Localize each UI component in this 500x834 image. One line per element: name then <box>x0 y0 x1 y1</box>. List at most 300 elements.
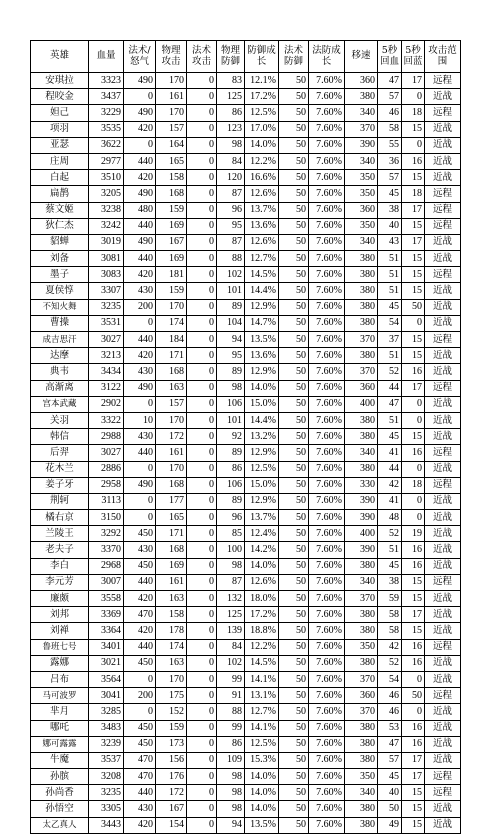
cell-magic-attack: 0 <box>187 202 217 218</box>
cell-attack-range: 近战 <box>425 412 461 428</box>
cell-magic-attack: 0 <box>187 218 217 234</box>
cell-hp-regen: 57 <box>378 752 402 768</box>
table-row <box>31 380 461 396</box>
cell-move-speed: 390 <box>345 493 378 509</box>
cell-phys-defense: 95 <box>217 348 245 364</box>
cell-mana-regen: 0 <box>402 671 425 687</box>
cell-attack-range: 近战 <box>425 623 461 639</box>
cell-phys-attack: 158 <box>156 607 187 623</box>
cell-hero-name: 芈月 <box>31 704 89 720</box>
table-row <box>31 396 461 412</box>
cell-hero-name: 马可波罗 <box>31 688 89 704</box>
col-header-hp: 血量 <box>89 41 124 73</box>
cell-hero-name: 安琪拉 <box>31 73 89 89</box>
cell-phys-defense: 87 <box>217 574 245 590</box>
cell-move-speed: 360 <box>345 688 378 704</box>
cell-mana-regen: 15 <box>402 170 425 186</box>
cell-defense-growth: 13.7% <box>245 202 279 218</box>
cell-attack-range: 近战 <box>425 429 461 445</box>
table-row <box>31 170 461 186</box>
cell-defense-growth: 14.1% <box>245 720 279 736</box>
table-row <box>31 315 461 331</box>
cell-mana-rage: 450 <box>124 526 156 542</box>
cell-attack-range: 近战 <box>425 170 461 186</box>
cell-attack-range: 近战 <box>425 591 461 607</box>
table-row <box>31 218 461 234</box>
col-header-move-speed: 移速 <box>345 41 378 73</box>
cell-hp: 2977 <box>89 153 124 169</box>
cell-phys-attack: 159 <box>156 720 187 736</box>
table-row <box>31 251 461 267</box>
cell-mana-rage: 440 <box>124 332 156 348</box>
cell-mdef-growth: 7.60% <box>309 445 345 461</box>
cell-hp-regen: 46 <box>378 704 402 720</box>
cell-mdef-growth: 7.60% <box>309 429 345 445</box>
cell-hero-name: 刘禅 <box>31 623 89 639</box>
cell-mana-regen: 0 <box>402 89 425 105</box>
cell-hero-name: 亚瑟 <box>31 137 89 153</box>
cell-mdef-growth: 7.60% <box>309 801 345 817</box>
cell-mana-regen: 16 <box>402 542 425 558</box>
cell-mana-rage: 0 <box>124 510 156 526</box>
cell-magic-attack: 0 <box>187 526 217 542</box>
cell-hero-name: 扁鹊 <box>31 186 89 202</box>
cell-hero-name: 宫本武藏 <box>31 396 89 412</box>
header-row <box>31 41 461 73</box>
cell-phys-defense: 86 <box>217 736 245 752</box>
cell-hero-name: 荆轲 <box>31 493 89 509</box>
cell-mana-rage: 430 <box>124 283 156 299</box>
cell-phys-attack: 184 <box>156 332 187 348</box>
cell-mana-rage: 470 <box>124 607 156 623</box>
table-row <box>31 234 461 250</box>
cell-magic-defense: 50 <box>279 332 309 348</box>
cell-phys-attack: 181 <box>156 267 187 283</box>
cell-defense-growth: 14.0% <box>245 380 279 396</box>
cell-hero-name: 刘备 <box>31 251 89 267</box>
cell-defense-growth: 12.2% <box>245 639 279 655</box>
cell-phys-attack: 159 <box>156 202 187 218</box>
col-header-phys-defense: 物理防御 <box>217 41 245 73</box>
cell-hp-regen: 45 <box>378 186 402 202</box>
cell-phys-attack: 163 <box>156 380 187 396</box>
cell-mdef-growth: 7.60% <box>309 170 345 186</box>
cell-defense-growth: 18.0% <box>245 591 279 607</box>
cell-magic-attack: 0 <box>187 574 217 590</box>
cell-mdef-growth: 7.60% <box>309 73 345 89</box>
cell-mana-rage: 420 <box>124 170 156 186</box>
table-row <box>31 623 461 639</box>
cell-mana-rage: 0 <box>124 137 156 153</box>
cell-hp-regen: 55 <box>378 137 402 153</box>
cell-phys-defense: 96 <box>217 510 245 526</box>
cell-defense-growth: 12.6% <box>245 574 279 590</box>
cell-attack-range: 近战 <box>425 607 461 623</box>
cell-attack-range: 远程 <box>425 574 461 590</box>
cell-mana-rage: 420 <box>124 348 156 364</box>
cell-defense-growth: 15.0% <box>245 477 279 493</box>
cell-hp: 3292 <box>89 526 124 542</box>
cell-phys-attack: 168 <box>156 186 187 202</box>
cell-phys-defense: 92 <box>217 429 245 445</box>
cell-phys-defense: 120 <box>217 170 245 186</box>
cell-move-speed: 350 <box>345 218 378 234</box>
cell-mana-rage: 440 <box>124 445 156 461</box>
table-row <box>31 688 461 704</box>
cell-mdef-growth: 7.60% <box>309 671 345 687</box>
cell-magic-attack: 0 <box>187 752 217 768</box>
cell-phys-attack: 170 <box>156 299 187 315</box>
cell-phys-attack: 171 <box>156 526 187 542</box>
cell-mana-regen: 16 <box>402 445 425 461</box>
cell-phys-defense: 99 <box>217 671 245 687</box>
cell-hero-name: 程咬金 <box>31 89 89 105</box>
cell-mana-regen: 0 <box>402 510 425 526</box>
cell-phys-defense: 89 <box>217 299 245 315</box>
cell-mdef-growth: 7.60% <box>309 558 345 574</box>
cell-hp-regen: 37 <box>378 332 402 348</box>
cell-hp-regen: 52 <box>378 526 402 542</box>
cell-mdef-growth: 7.60% <box>309 267 345 283</box>
cell-mana-rage: 490 <box>124 105 156 121</box>
cell-phys-attack: 169 <box>156 251 187 267</box>
cell-move-speed: 380 <box>345 607 378 623</box>
cell-magic-attack: 0 <box>187 736 217 752</box>
cell-move-speed: 370 <box>345 671 378 687</box>
cell-defense-growth: 15.0% <box>245 396 279 412</box>
cell-mdef-growth: 7.60% <box>309 526 345 542</box>
cell-move-speed: 350 <box>345 769 378 785</box>
cell-magic-defense: 50 <box>279 445 309 461</box>
cell-hp: 3364 <box>89 623 124 639</box>
cell-magic-defense: 50 <box>279 461 309 477</box>
cell-mana-rage: 430 <box>124 542 156 558</box>
cell-magic-defense: 50 <box>279 558 309 574</box>
cell-magic-attack: 0 <box>187 89 217 105</box>
table-row <box>31 607 461 623</box>
cell-hp: 3238 <box>89 202 124 218</box>
cell-magic-defense: 50 <box>279 655 309 671</box>
cell-magic-defense: 50 <box>279 299 309 315</box>
cell-phys-attack: 172 <box>156 785 187 801</box>
cell-hp: 3285 <box>89 704 124 720</box>
cell-hero-name: 蔡文姬 <box>31 202 89 218</box>
cell-attack-range: 近战 <box>425 558 461 574</box>
cell-phys-defense: 98 <box>217 380 245 396</box>
cell-phys-attack: 157 <box>156 121 187 137</box>
cell-hp: 2988 <box>89 429 124 445</box>
table-row <box>31 736 461 752</box>
table-row <box>31 510 461 526</box>
cell-mdef-growth: 7.60% <box>309 785 345 801</box>
table-row <box>31 105 461 121</box>
cell-hp-regen: 42 <box>378 477 402 493</box>
cell-defense-growth: 14.5% <box>245 655 279 671</box>
cell-magic-defense: 50 <box>279 785 309 801</box>
cell-move-speed: 380 <box>345 752 378 768</box>
cell-move-speed: 400 <box>345 526 378 542</box>
cell-magic-defense: 50 <box>279 477 309 493</box>
cell-phys-attack: 172 <box>156 429 187 445</box>
cell-attack-range: 远程 <box>425 73 461 89</box>
cell-hp-regen: 36 <box>378 153 402 169</box>
cell-mana-regen: 0 <box>402 396 425 412</box>
cell-move-speed: 400 <box>345 396 378 412</box>
cell-attack-range: 近战 <box>425 671 461 687</box>
cell-hp-regen: 45 <box>378 558 402 574</box>
cell-defense-growth: 13.5% <box>245 332 279 348</box>
cell-phys-defense: 85 <box>217 526 245 542</box>
cell-hp-regen: 45 <box>378 769 402 785</box>
cell-hp: 3113 <box>89 493 124 509</box>
cell-hp-regen: 51 <box>378 251 402 267</box>
cell-phys-attack: 165 <box>156 510 187 526</box>
cell-phys-defense: 106 <box>217 477 245 493</box>
cell-move-speed: 350 <box>345 170 378 186</box>
table-row <box>31 121 461 137</box>
cell-defense-growth: 12.9% <box>245 299 279 315</box>
cell-hp-regen: 54 <box>378 315 402 331</box>
cell-magic-attack: 0 <box>187 186 217 202</box>
cell-attack-range: 近战 <box>425 526 461 542</box>
cell-phys-defense: 98 <box>217 785 245 801</box>
cell-defense-growth: 14.2% <box>245 542 279 558</box>
cell-mana-rage: 0 <box>124 671 156 687</box>
cell-phys-attack: 161 <box>156 89 187 105</box>
cell-phys-defense: 88 <box>217 251 245 267</box>
cell-magic-attack: 0 <box>187 234 217 250</box>
cell-hp-regen: 58 <box>378 607 402 623</box>
cell-hp: 3443 <box>89 817 124 833</box>
cell-hero-name: 成吉思汗 <box>31 332 89 348</box>
cell-phys-attack: 164 <box>156 137 187 153</box>
cell-magic-attack: 0 <box>187 493 217 509</box>
cell-hp: 3558 <box>89 591 124 607</box>
cell-hero-name: 吕布 <box>31 671 89 687</box>
cell-hp-regen: 58 <box>378 121 402 137</box>
cell-magic-defense: 50 <box>279 542 309 558</box>
cell-hp-regen: 38 <box>378 202 402 218</box>
cell-phys-attack: 157 <box>156 396 187 412</box>
cell-phys-attack: 170 <box>156 671 187 687</box>
cell-mana-rage: 0 <box>124 315 156 331</box>
col-header-mdef-growth: 法防成长 <box>309 41 345 73</box>
cell-defense-growth: 14.0% <box>245 785 279 801</box>
cell-mana-regen: 15 <box>402 267 425 283</box>
cell-mdef-growth: 7.60% <box>309 137 345 153</box>
cell-hp-regen: 40 <box>378 218 402 234</box>
cell-magic-defense: 50 <box>279 137 309 153</box>
cell-phys-attack: 163 <box>156 591 187 607</box>
cell-defense-growth: 13.2% <box>245 429 279 445</box>
table-row <box>31 364 461 380</box>
cell-attack-range: 近战 <box>425 493 461 509</box>
cell-mana-rage: 450 <box>124 720 156 736</box>
cell-defense-growth: 12.5% <box>245 461 279 477</box>
cell-mana-regen: 16 <box>402 153 425 169</box>
cell-phys-defense: 106 <box>217 396 245 412</box>
cell-magic-attack: 0 <box>187 461 217 477</box>
cell-phys-attack: 178 <box>156 623 187 639</box>
cell-move-speed: 340 <box>345 153 378 169</box>
table-row <box>31 137 461 153</box>
cell-move-speed: 380 <box>345 801 378 817</box>
table-row <box>31 817 461 833</box>
col-header-defense-growth: 防御成长 <box>245 41 279 73</box>
cell-hp-regen: 52 <box>378 655 402 671</box>
table-row <box>31 720 461 736</box>
cell-hp: 3041 <box>89 688 124 704</box>
cell-mdef-growth: 7.60% <box>309 218 345 234</box>
cell-hero-name: 橘右京 <box>31 510 89 526</box>
table-row <box>31 769 461 785</box>
cell-hero-name: 孙膑 <box>31 769 89 785</box>
cell-mana-rage: 440 <box>124 639 156 655</box>
cell-hp: 3021 <box>89 655 124 671</box>
cell-mdef-growth: 7.60% <box>309 510 345 526</box>
cell-magic-defense: 50 <box>279 89 309 105</box>
cell-move-speed: 380 <box>345 429 378 445</box>
cell-attack-range: 近战 <box>425 283 461 299</box>
cell-mdef-growth: 7.60% <box>309 574 345 590</box>
cell-hp: 3229 <box>89 105 124 121</box>
cell-mdef-growth: 7.60% <box>309 542 345 558</box>
cell-move-speed: 380 <box>345 412 378 428</box>
cell-mdef-growth: 7.60% <box>309 736 345 752</box>
cell-phys-attack: 152 <box>156 704 187 720</box>
cell-phys-defense: 98 <box>217 558 245 574</box>
cell-magic-defense: 50 <box>279 817 309 833</box>
cell-hp: 3027 <box>89 332 124 348</box>
cell-hp: 3537 <box>89 752 124 768</box>
cell-magic-attack: 0 <box>187 558 217 574</box>
table-body <box>31 73 461 834</box>
table-row <box>31 412 461 428</box>
cell-mdef-growth: 7.60% <box>309 234 345 250</box>
cell-defense-growth: 12.5% <box>245 105 279 121</box>
table-row <box>31 73 461 89</box>
cell-hp-regen: 58 <box>378 623 402 639</box>
cell-mana-regen: 18 <box>402 186 425 202</box>
cell-mana-rage: 200 <box>124 688 156 704</box>
cell-attack-range: 近战 <box>425 251 461 267</box>
cell-hero-name: 关羽 <box>31 412 89 428</box>
cell-hero-name: 韩信 <box>31 429 89 445</box>
cell-magic-defense: 50 <box>279 720 309 736</box>
cell-hero-name: 项羽 <box>31 121 89 137</box>
cell-defense-growth: 14.0% <box>245 558 279 574</box>
cell-mana-rage: 420 <box>124 121 156 137</box>
cell-mdef-growth: 7.60% <box>309 121 345 137</box>
cell-move-speed: 370 <box>345 332 378 348</box>
cell-hero-name: 曹操 <box>31 315 89 331</box>
cell-mana-regen: 50 <box>402 688 425 704</box>
table-row <box>31 639 461 655</box>
cell-mdef-growth: 7.60% <box>309 380 345 396</box>
cell-mana-rage: 0 <box>124 704 156 720</box>
cell-hp-regen: 57 <box>378 89 402 105</box>
cell-phys-attack: 168 <box>156 542 187 558</box>
cell-defense-growth: 17.0% <box>245 121 279 137</box>
cell-move-speed: 390 <box>345 137 378 153</box>
cell-mana-regen: 15 <box>402 574 425 590</box>
cell-phys-defense: 98 <box>217 137 245 153</box>
cell-hero-name: 兰陵王 <box>31 526 89 542</box>
cell-mana-rage: 440 <box>124 218 156 234</box>
cell-mana-rage: 0 <box>124 396 156 412</box>
cell-magic-attack: 0 <box>187 477 217 493</box>
cell-mdef-growth: 7.60% <box>309 623 345 639</box>
cell-mana-regen: 16 <box>402 720 425 736</box>
cell-mana-regen: 17 <box>402 380 425 396</box>
table-row <box>31 477 461 493</box>
cell-phys-attack: 168 <box>156 364 187 380</box>
cell-magic-defense: 50 <box>279 801 309 817</box>
cell-magic-defense: 50 <box>279 153 309 169</box>
cell-hp: 3323 <box>89 73 124 89</box>
cell-mdef-growth: 7.60% <box>309 752 345 768</box>
cell-mana-rage: 450 <box>124 736 156 752</box>
cell-move-speed: 390 <box>345 510 378 526</box>
cell-phys-defense: 88 <box>217 704 245 720</box>
cell-hp: 3622 <box>89 137 124 153</box>
cell-attack-range: 远程 <box>425 267 461 283</box>
cell-hp: 3027 <box>89 445 124 461</box>
cell-defense-growth: 14.5% <box>245 267 279 283</box>
cell-mdef-growth: 7.60% <box>309 720 345 736</box>
cell-move-speed: 380 <box>345 558 378 574</box>
cell-mana-regen: 15 <box>402 817 425 833</box>
cell-move-speed: 360 <box>345 73 378 89</box>
cell-magic-defense: 50 <box>279 671 309 687</box>
cell-defense-growth: 13.1% <box>245 688 279 704</box>
cell-phys-attack: 173 <box>156 736 187 752</box>
table-row <box>31 526 461 542</box>
cell-mdef-growth: 7.60% <box>309 315 345 331</box>
table-row <box>31 574 461 590</box>
cell-hero-name: 太乙真人 <box>31 817 89 833</box>
cell-magic-defense: 50 <box>279 364 309 380</box>
cell-magic-defense: 50 <box>279 170 309 186</box>
cell-mana-regen: 17 <box>402 769 425 785</box>
cell-mana-regen: 19 <box>402 526 425 542</box>
cell-phys-attack: 169 <box>156 558 187 574</box>
cell-mana-regen: 0 <box>402 137 425 153</box>
cell-magic-defense: 50 <box>279 348 309 364</box>
cell-hp-regen: 59 <box>378 591 402 607</box>
table-row <box>31 202 461 218</box>
table-row <box>31 267 461 283</box>
cell-attack-range: 近战 <box>425 153 461 169</box>
cell-magic-defense: 50 <box>279 736 309 752</box>
cell-hp: 3434 <box>89 364 124 380</box>
cell-mana-regen: 15 <box>402 218 425 234</box>
cell-attack-range: 远程 <box>425 332 461 348</box>
cell-hp-regen: 46 <box>378 105 402 121</box>
cell-hero-name: 狄仁杰 <box>31 218 89 234</box>
cell-mdef-growth: 7.60% <box>309 348 345 364</box>
cell-mana-regen: 15 <box>402 121 425 137</box>
cell-phys-attack: 167 <box>156 801 187 817</box>
cell-move-speed: 380 <box>345 817 378 833</box>
cell-attack-range: 近战 <box>425 736 461 752</box>
cell-hero-name: 后羿 <box>31 445 89 461</box>
cell-move-speed: 360 <box>345 380 378 396</box>
cell-mana-regen: 15 <box>402 429 425 445</box>
cell-attack-range: 近战 <box>425 315 461 331</box>
cell-magic-attack: 0 <box>187 688 217 704</box>
cell-defense-growth: 13.6% <box>245 218 279 234</box>
